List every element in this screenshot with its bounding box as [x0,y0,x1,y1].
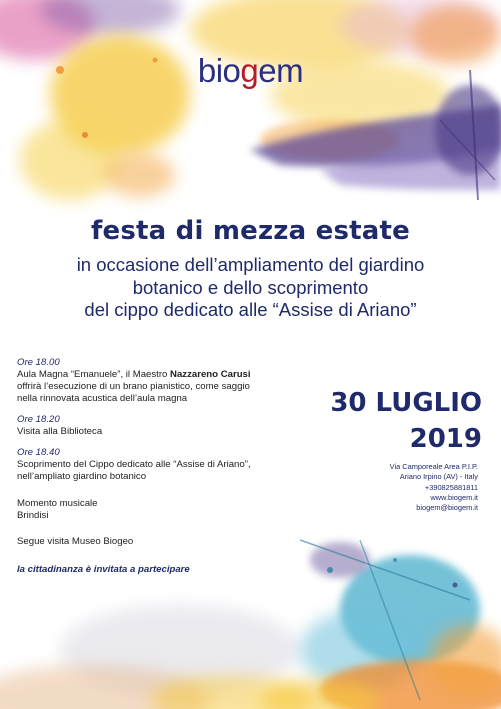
address-street: Via Camporeale Area P.I.P. [389,462,478,471]
performer-name: Nazzareno Carusi [170,369,251,380]
program-item-text: Aula Magna “Emanuele”, il Maestro [17,369,171,380]
logo-text-start: bio [197,52,241,89]
biogem-logo [0,52,501,90]
address-email-link[interactable]: biogem@biogem.it [416,503,478,513]
logo-text-end: em [258,52,304,89]
program-item-line: offrirà l’esecuzione di un brano pianistico, come saggio [17,381,250,392]
program-item-line: Visita alla Biblioteca [17,426,103,437]
event-subtitle [20,254,481,322]
event-date [292,385,482,457]
subtitle-line-1: in occasione dell’ampliamento del giardino [76,254,425,275]
address-website-link[interactable]: www.biogem.it [430,492,478,502]
subtitle-line-3: del cippo dedicato alle “Assise di Ariano” [84,299,417,320]
address-phone: +390825881811 [424,482,478,492]
program-item-line [17,369,287,381]
top-left-paint-splash [0,0,190,200]
bottom-right-paint-splash [260,540,501,709]
logo-text-accent: g [240,52,259,89]
program-item-line: nell’ampliato giardino botanico [17,471,147,482]
address-city: Ariano Irpino (AV) - Italy [399,472,478,482]
program-item [17,357,287,405]
music-note: Momento musicale [17,498,98,509]
event-title: festa di mezza estate [91,216,410,246]
subtitle-line-2: botanico e dello scoprimento [132,276,369,298]
contact-address [330,462,478,513]
program-item-line: nella rinnovata acustica dell’aula magna [17,393,188,404]
top-right-paint-splash [190,0,501,200]
invitation-note: la cittadinanza è invitata a partecipare [17,564,190,575]
toast-note: Brindisi [17,510,49,521]
program-item-time: Ore 18.40 [17,447,60,458]
program-item-line: Scoprimento del Cippo dedicato alle “Assise di Ariano”, [17,459,251,470]
program-item [17,447,287,483]
museum-note: Segue visita Museo Biogeo [17,536,134,547]
program-item-time: Ore 18.00 [17,357,60,368]
program-item-time: Ore 18.20 [17,414,60,425]
program-list [17,357,287,576]
event-date-year: 2019 [409,424,482,454]
program-item [17,414,287,438]
event-date-day-month: 30 LUGLIO [330,388,482,418]
